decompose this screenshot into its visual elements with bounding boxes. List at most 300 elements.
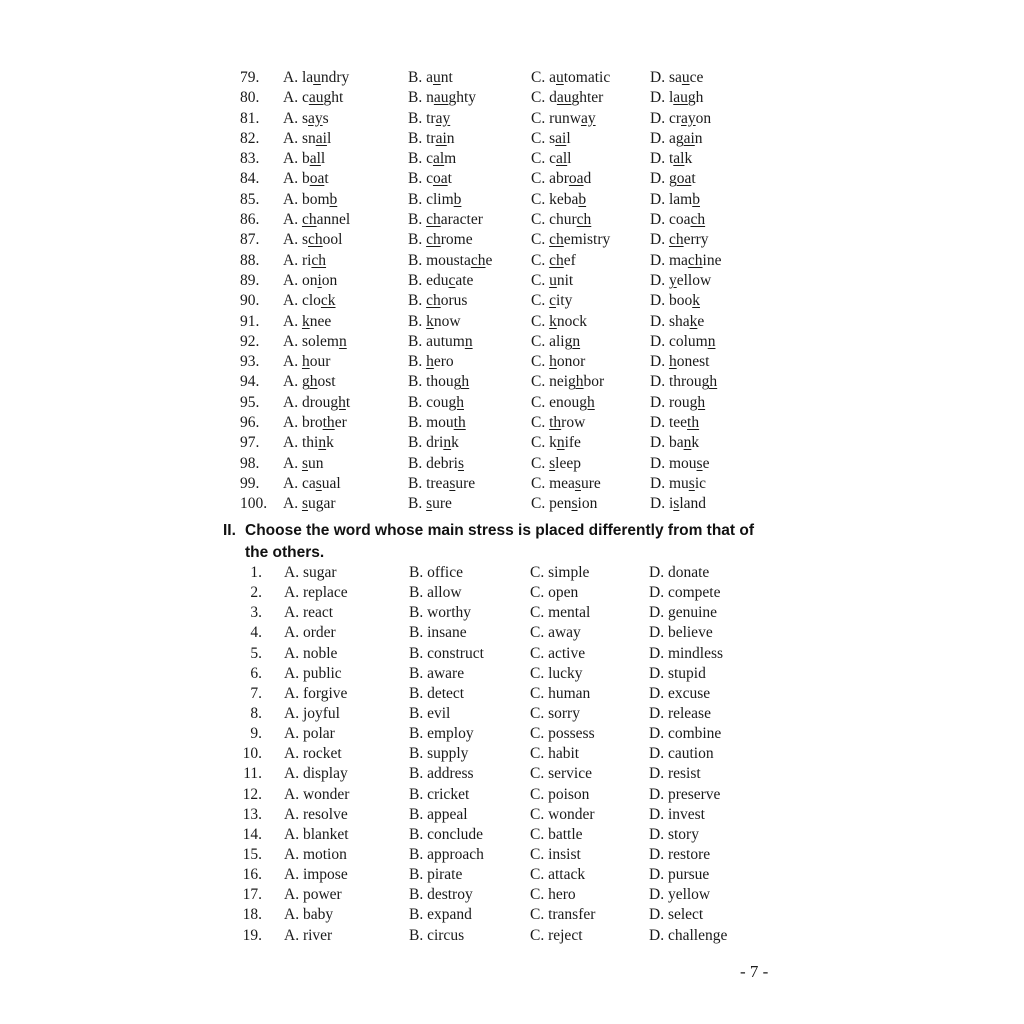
question-number: 97. [240, 434, 260, 452]
option-c: C. simple [530, 564, 590, 581]
option-c-prefix: C. [531, 271, 550, 289]
option-b [408, 129, 455, 149]
option-d-underlined: s [673, 495, 680, 513]
option-b: B. allow [409, 584, 462, 602]
option-b [408, 312, 461, 332]
question-number: 8. [250, 704, 262, 722]
option-a-prefix: A. [283, 251, 302, 269]
option-b-prefix: B. [408, 454, 427, 472]
option-c-prefix: C. [531, 454, 550, 472]
page-number: - 7 - [740, 962, 769, 981]
question-row [240, 885, 800, 905]
option-c-before: nei [549, 373, 569, 391]
option-c-prefix: C. [531, 109, 550, 127]
question-row [240, 68, 800, 88]
option-b [408, 332, 473, 352]
option-a-before: ca [301, 474, 316, 492]
option-d-underlined: s [696, 454, 703, 472]
option-b-before: dri [426, 434, 444, 452]
option-a [283, 312, 331, 332]
option-d-underlined: s [688, 474, 695, 492]
option-d [650, 494, 706, 514]
option-c-prefix: C. [531, 373, 550, 391]
option-d [650, 372, 717, 392]
option-b [408, 454, 464, 474]
option-b-underlined: ch [470, 251, 486, 269]
option-c-prefix: C. [531, 292, 550, 310]
option-b-before: mousta [426, 251, 471, 269]
option-c-prefix: C. [531, 332, 550, 350]
option-c-underlined: ai [555, 129, 567, 147]
option-d-underlined: k [689, 312, 698, 330]
option-c: C. away [530, 624, 581, 642]
option-b [408, 109, 450, 129]
option-a: A. polar [284, 725, 335, 743]
option-d [650, 332, 715, 352]
option-a-underlined: ay [308, 109, 323, 127]
question-number: 99. [240, 474, 260, 492]
option-d-prefix: D. [650, 211, 669, 229]
option-a-underlined: ck [320, 292, 336, 310]
option-a: A. baby [284, 906, 334, 924]
option-a-prefix: A. [283, 312, 302, 330]
option-b [408, 68, 453, 88]
option-c-underlined: s [574, 474, 581, 492]
section-instruction-line1: Choose the word whose main stress is placed differently from that of [245, 522, 755, 539]
option-a-prefix: A. [283, 353, 302, 371]
option-d-after: ellow [676, 271, 712, 289]
option-a-after: ndry [320, 69, 350, 86]
option-c-after: ity [555, 292, 573, 310]
option-d [650, 474, 706, 494]
option-a-after: our [309, 353, 331, 371]
option-b-before: thou [426, 373, 454, 391]
question-row [240, 744, 800, 764]
option-c-after: ife [564, 434, 581, 452]
option-c-underlined: ay [580, 109, 596, 127]
option-b-before: mou [426, 414, 454, 432]
option-d-prefix: D. [650, 69, 669, 86]
option-a-after: t [324, 170, 329, 188]
option-c-after: row [561, 414, 586, 432]
option-c-before: a [549, 69, 556, 86]
option-b-before: cou [426, 393, 449, 411]
option-c [531, 454, 581, 474]
option-c [531, 413, 585, 433]
option-c-prefix: C. [531, 231, 550, 249]
option-b-underlined: b [453, 190, 462, 208]
option-a-after: ost [317, 373, 336, 391]
option-d-before: ba [668, 434, 684, 452]
option-a-after: un [308, 454, 324, 472]
option-c-prefix: C. [531, 69, 550, 86]
option-a: A. public [284, 664, 342, 682]
option-a: A. resolve [284, 805, 348, 823]
option-b-underlined: u [432, 69, 441, 86]
option-d: D. caution [649, 745, 714, 763]
option-a: A. noble [284, 644, 338, 662]
option-c: C. poison [530, 785, 590, 803]
question-number: 14. [242, 825, 262, 843]
option-d-after: k [691, 434, 700, 452]
option-c-after: ghter [571, 89, 604, 107]
option-a-underlined: ai [315, 129, 327, 147]
option-d: D. story [649, 825, 699, 843]
option-c [531, 190, 586, 210]
option-d-before: t [668, 150, 674, 168]
question-number: 19. [242, 926, 262, 944]
option-d [650, 413, 699, 433]
option-d [650, 210, 705, 230]
option-d: D. stupid [649, 664, 706, 682]
option-b-prefix: B. [408, 150, 427, 168]
option-c: C. wonder [530, 805, 595, 823]
option-a: A. power [284, 886, 342, 904]
option-c [531, 251, 576, 271]
option-a: A. replace [284, 584, 348, 602]
option-d [650, 393, 705, 413]
option-a-after: nee [309, 312, 332, 330]
option-d-prefix: D. [650, 373, 669, 391]
option-d-before: i [668, 495, 674, 513]
option-c-after: d [583, 170, 592, 188]
option-b-prefix: B. [408, 170, 427, 188]
option-a-before: solem [301, 332, 339, 350]
option-d-underlined: ay [681, 109, 696, 127]
option-b [408, 210, 483, 230]
option-a-after: t [345, 393, 351, 411]
option-d-after: e [697, 312, 705, 330]
option-c-after: ef [563, 251, 576, 269]
option-a-prefix: A. [283, 454, 302, 472]
option-b-underlined: s [449, 474, 456, 492]
option-c-before: runw [549, 109, 581, 127]
option-d-after: ic [694, 474, 706, 492]
option-c-underlined: b [578, 190, 587, 208]
option-b: B. supply [409, 745, 469, 763]
question-number: 17. [242, 886, 262, 904]
option-c-prefix: C. [531, 89, 550, 107]
option-c-prefix: C. [531, 393, 550, 411]
option-a-underlined: ch [308, 231, 323, 249]
section-instruction-line2: the others. [245, 544, 325, 561]
option-b-after: t [447, 170, 452, 188]
option-c-prefix: C. [531, 312, 550, 330]
option-c: C. sorry [530, 704, 580, 722]
option-b-underlined: oa [432, 170, 448, 188]
question-row [240, 583, 800, 603]
option-c-prefix: C. [531, 129, 550, 147]
option-a-before: c [301, 89, 309, 107]
option-c-underlined: gh [579, 393, 595, 411]
option-d-underlined: b [692, 190, 700, 208]
option-b-prefix: B. [408, 393, 427, 411]
option-a-prefix: A. [283, 129, 302, 147]
option-c-after: ure [580, 474, 601, 492]
option-a-after: annel [316, 211, 351, 229]
option-d: D. yellow [649, 886, 711, 904]
option-c-before: chur [549, 211, 577, 229]
question-number: 95. [240, 393, 260, 411]
option-a [283, 109, 329, 129]
question-row [240, 271, 800, 291]
question-row [240, 905, 800, 925]
option-a: A. react [284, 604, 334, 622]
question-row [240, 190, 800, 210]
question-row [240, 129, 800, 149]
option-c-underlined: k [549, 312, 557, 330]
question-number: 84. [240, 170, 260, 188]
question-number: 81. [240, 109, 260, 127]
question-row [240, 785, 800, 805]
option-a-prefix: A. [283, 69, 302, 86]
option-c-underlined: au [556, 89, 572, 107]
option-d-prefix: D. [650, 170, 669, 188]
option-c [531, 109, 596, 129]
option-d: D. resist [649, 765, 701, 783]
option-a [283, 68, 349, 88]
option-c: C. reject [530, 926, 583, 944]
option-a-prefix: A. [283, 373, 302, 391]
option-a: A. rocket [284, 745, 342, 763]
option-a-underlined: ch [311, 251, 327, 269]
option-c-before: enou [549, 393, 580, 411]
option-a [283, 230, 342, 250]
option-d-prefix: D. [650, 271, 669, 289]
option-c-after: leep [555, 454, 581, 472]
option-a: A. wonder [284, 785, 350, 803]
option-d-prefix: D. [650, 332, 669, 350]
option-a-before: b [301, 170, 310, 188]
question-row [240, 251, 800, 271]
option-a: A. motion [284, 845, 347, 863]
option-b [408, 372, 469, 392]
option-d-prefix: D. [650, 393, 669, 411]
question-number: 91. [240, 312, 260, 330]
option-b-prefix: B. [408, 312, 427, 330]
option-c [531, 372, 604, 392]
option-d-before: tee [668, 414, 688, 432]
section-ii-heading [223, 520, 793, 564]
question-number: 94. [240, 373, 260, 391]
question-number: 3. [250, 604, 262, 622]
option-c-underlined: u [555, 69, 564, 86]
option-d-underlined: y [668, 271, 677, 289]
option-d-prefix: D. [650, 251, 669, 269]
option-a-after: er [334, 414, 347, 432]
option-d-after: on [695, 109, 712, 127]
question-number: 82. [240, 129, 260, 147]
option-a-underlined: ch [301, 211, 317, 229]
option-a [283, 454, 324, 474]
option-c-prefix: C. [531, 170, 550, 188]
option-a-before: sn [301, 129, 316, 147]
question-row [240, 926, 800, 946]
option-d [650, 190, 700, 210]
option-a: A. river [284, 926, 333, 944]
option-b-before: trea [426, 474, 450, 492]
option-c-underlined: c [549, 292, 556, 310]
option-a: A. joyful [284, 704, 340, 722]
option-b-after: ero [433, 353, 454, 371]
option-b-prefix: B. [408, 251, 427, 269]
option-a-prefix: A. [283, 474, 302, 492]
question-number: 2. [250, 584, 262, 602]
option-a-before: clo [301, 292, 321, 310]
option-d: D. invest [649, 805, 705, 823]
option-a-prefix: A. [283, 393, 302, 411]
option-b-prefix: B. [408, 211, 427, 229]
option-a-after: k [326, 434, 334, 452]
option-b-underlined: h [426, 353, 434, 371]
option-d-underlined: gh [701, 373, 718, 391]
stress-question-list [240, 563, 800, 946]
question-number: 1. [250, 564, 262, 581]
option-d-before: l [668, 89, 674, 107]
option-a [283, 474, 341, 494]
option-d [650, 88, 703, 108]
option-b: B. office [409, 564, 463, 581]
option-b [408, 88, 476, 108]
option-b-prefix: B. [408, 292, 427, 310]
option-d: D. compete [649, 584, 721, 602]
option-a-underlined: i [317, 271, 322, 289]
option-d-prefix: D. [650, 414, 669, 432]
option-b: B. destroy [409, 886, 473, 904]
option-d-before: ma [668, 251, 688, 269]
option-c-underlined: th [549, 414, 562, 432]
option-c: C. hero [530, 886, 576, 904]
option-d-prefix: D. [650, 109, 669, 127]
option-a-underlined: n [318, 434, 327, 452]
question-row [240, 764, 800, 784]
option-a [283, 291, 336, 311]
option-b: B. construct [409, 644, 484, 662]
option-d-before: sha [668, 312, 690, 330]
option-a-after: l [326, 129, 332, 147]
option-a [283, 413, 347, 433]
option-a-after: s [322, 109, 329, 127]
option-a-after: on [321, 271, 338, 289]
option-b: B. worthy [409, 604, 471, 622]
question-row [240, 109, 800, 129]
option-b: B. appeal [409, 805, 468, 823]
option-d-underlined: gh [689, 393, 706, 411]
question-row [240, 845, 800, 865]
option-c: C. habit [530, 745, 580, 763]
option-d-prefix: D. [650, 292, 669, 310]
option-c-underlined: gh [568, 373, 584, 391]
option-c [531, 169, 591, 189]
option-a-before: la [301, 69, 314, 86]
option-c-before: pen [549, 495, 572, 513]
question-row [240, 169, 800, 189]
option-d [650, 149, 692, 169]
option-c-underlined: ch [576, 211, 592, 229]
option-b-prefix: B. [408, 89, 427, 107]
option-b-underlined: n [443, 434, 452, 452]
option-c [531, 433, 581, 453]
option-a [283, 251, 326, 271]
option-a-prefix: A. [283, 211, 302, 229]
option-d: D. challenge [649, 926, 728, 944]
option-a [283, 372, 336, 392]
option-d: D. restore [649, 845, 711, 863]
option-b-after: orus [440, 292, 468, 310]
option-a-underlined: s [301, 454, 308, 472]
option-a-after: ght [323, 89, 344, 107]
question-row [240, 623, 800, 643]
option-a-before: thi [301, 434, 319, 452]
option-b-before: a [426, 69, 433, 86]
option-b-after: aracter [440, 211, 483, 229]
question-row [240, 664, 800, 684]
option-c-prefix: C. [531, 474, 550, 492]
option-d-prefix: D. [650, 190, 669, 208]
option-b [408, 352, 454, 372]
question-number: 16. [242, 866, 262, 884]
option-c-prefix: C. [531, 190, 550, 208]
option-c-underlined: ch [549, 251, 564, 269]
option-d-prefix: D. [650, 231, 669, 249]
option-d-underlined: au [673, 89, 688, 107]
question-row [240, 603, 800, 623]
question-number: 9. [250, 725, 262, 743]
option-b-after: rome [440, 231, 473, 249]
option-d [650, 291, 700, 311]
option-d-after: erry [683, 231, 709, 249]
option-b-prefix: B. [408, 414, 427, 432]
option-b [408, 230, 473, 250]
option-a-after: ool [322, 231, 343, 249]
option-d-after: ine [702, 251, 722, 269]
option-c-after: onor [556, 353, 586, 371]
option-b-prefix: B. [408, 332, 427, 350]
option-d: D. excuse [649, 684, 711, 702]
option-c-prefix: C. [531, 495, 550, 513]
option-a-before: drou [301, 393, 331, 411]
option-d-after: e [702, 454, 710, 472]
option-d [650, 129, 703, 149]
option-c [531, 149, 571, 169]
option-a-underlined: n [338, 332, 347, 350]
option-d-before: colum [668, 332, 708, 350]
option-b [408, 433, 459, 453]
option-a-underlined: u [313, 69, 321, 86]
option-a-prefix: A. [283, 150, 302, 168]
option-a [283, 271, 337, 291]
option-b [408, 251, 492, 271]
option-d: D. pursue [649, 866, 710, 884]
option-b: B. aware [409, 664, 465, 682]
option-a [283, 393, 350, 413]
question-row [240, 210, 800, 230]
option-b-underlined: ch [426, 211, 441, 229]
option-d [650, 169, 696, 189]
option-d-prefix: D. [650, 474, 669, 492]
option-d-underlined: n [683, 434, 692, 452]
option-b-underlined: gh [453, 373, 470, 391]
option-c-after: bor [583, 373, 605, 391]
option-a-underlined: oa [309, 170, 325, 188]
option-c-prefix: C. [531, 414, 550, 432]
question-number: 13. [242, 805, 262, 823]
question-row [240, 413, 800, 433]
option-d-after: gh [687, 89, 704, 107]
option-a-prefix: A. [283, 231, 302, 249]
question-number: 11. [243, 765, 262, 783]
question-number: 79. [240, 69, 260, 86]
